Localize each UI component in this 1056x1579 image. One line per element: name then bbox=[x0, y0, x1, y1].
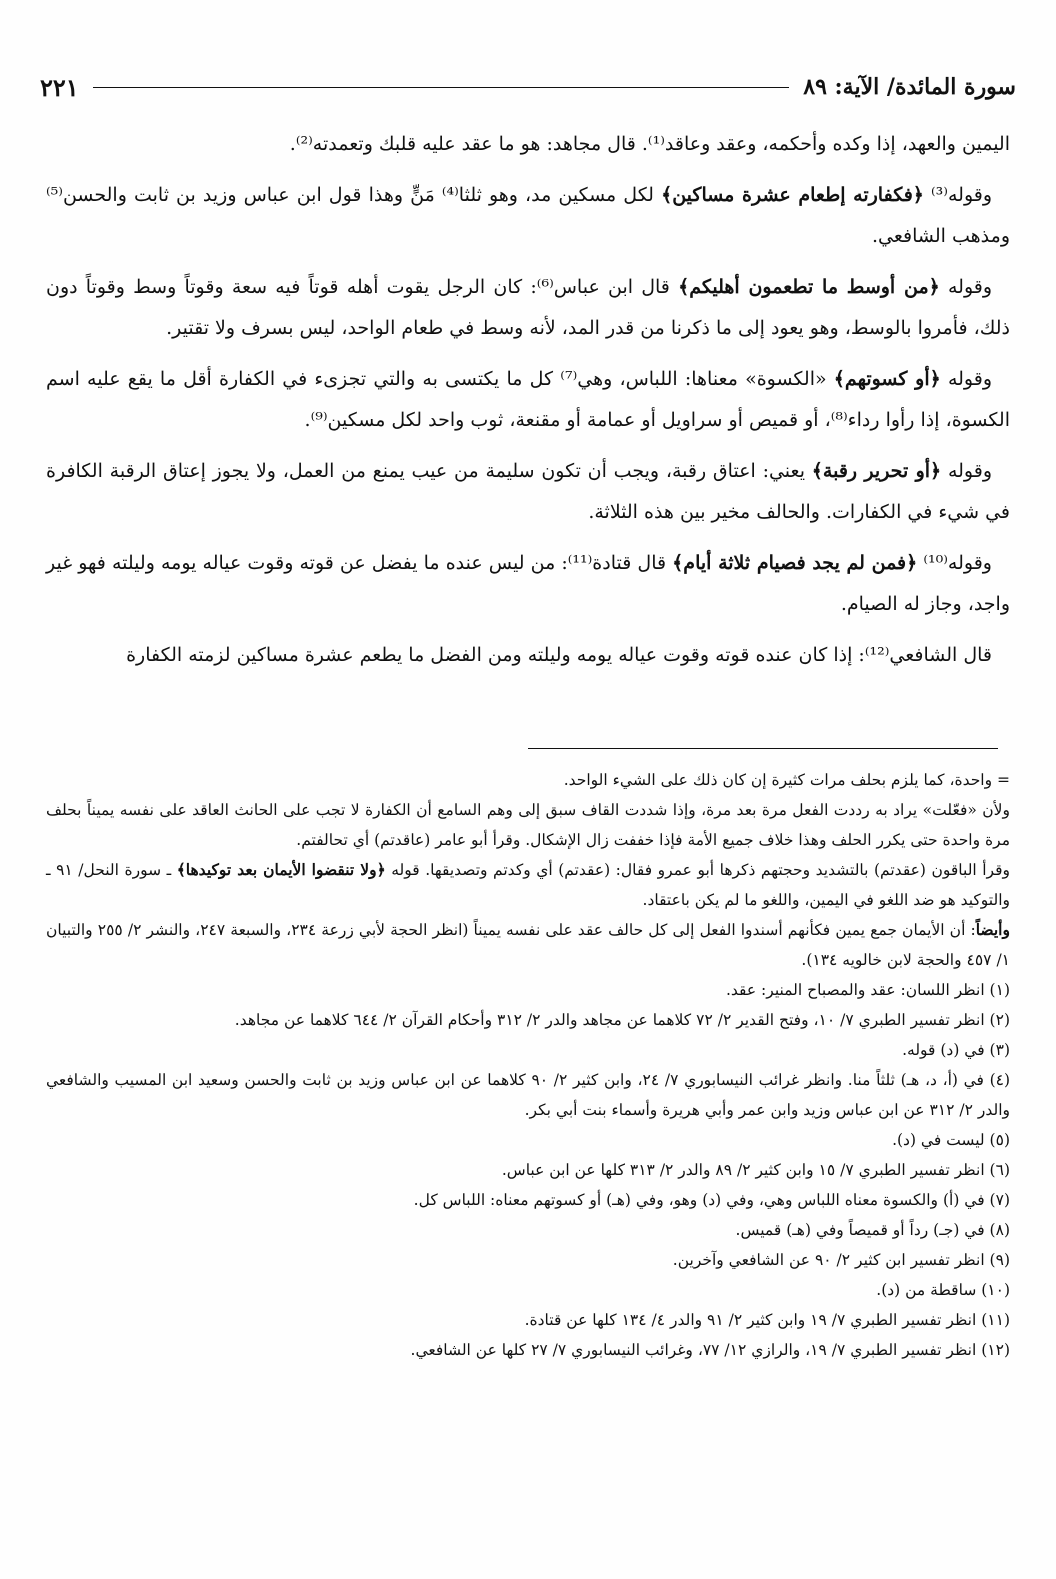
footnote-4: (٤) في (أ، د، هـ) ثلثاً منا. وانظر غرائب النيسابوري ٧/ ٢٤، وابن كثير ٢/ ٩٠ كلاهما عن ابن عباس وزيد بن ثابت والحسن وسعيد ابن المسيب والشافعي والدر ٢/ ٣١٢ عن ابن عباس وزيد وابن عمر وأبي هريرة وأسماء بنت أبي بكر. bbox=[46, 1071, 1011, 1119]
footnote-5: (٥) ليست في (د). bbox=[892, 1131, 1010, 1149]
footnote-6: (٦) انظر تفسير الطبري ٧/ ١٥ وابن كثير ٢/ ٨٩ والدر ٢/ ٣١٣ كلها عن ابن عباس. bbox=[501, 1161, 1010, 1179]
note-continuation-3-intro: وقرأ الباقون (عقدتم) بالتشديد وحجتهم ذكرها أبو عمرو فقال: (عقدتم) أي وكدتم وتصديقها. قوله bbox=[385, 861, 1011, 879]
quran-quote-4: ﴿أو كسوتهم﴾ bbox=[833, 368, 941, 390]
footnote-separator bbox=[528, 748, 998, 749]
page-number: ٢٢١ bbox=[40, 72, 79, 102]
footnote-3: (٣) في (د) قوله. bbox=[902, 1041, 1010, 1059]
note-continuation-3-text: ـ سورة النحل/ ٩١ ـ والتوكيد هو ضد اللغو في اليمين، واللغو ما لم يكن باعتقاد. bbox=[46, 861, 1010, 909]
paragraph-5-intro: وقوله bbox=[941, 460, 992, 482]
paragraph-6 bbox=[46, 543, 1010, 625]
paragraph-3-text: قال ابن عباس⁽⁶⁾: كان الرجل يقوت أهله قوتاً فيه سعة وقوتاً وسط وقوتاً دون ذلك، فأمروا بالوسط، وهو يعود إلى ما ذكرنا من قدر المد، لأنه وسط في طعام الواحد، ليس بسرف ولا تقتير. bbox=[46, 276, 1010, 339]
footnote-12: (١٢) انظر تفسير الطبري ٧/ ١٩، والرازي ١٢/ ٧٧، وغرائب النيسابوري ٧/ ٢٧ كلها عن الشافعي. bbox=[410, 1341, 1010, 1359]
paragraph-1: اليمين والعهد، إذا وكده وأحكمه، وعقد وعاقد⁽¹⁾. قال مجاهد: هو ما عقد عليه قلبك وتعمدته⁽²⁾. bbox=[289, 133, 1010, 155]
footnote-11: (١١) انظر تفسير الطبري ٧/ ١٩ وابن كثير ٢/ ٩١ والدر ٤/ ١٣٤ كلها عن قتادة. bbox=[524, 1311, 1010, 1329]
paragraph-2 bbox=[46, 175, 1010, 257]
running-header bbox=[40, 70, 1016, 104]
note-continuation-4-lead: وأيضاً bbox=[975, 920, 1010, 939]
quran-quote-5: ﴿أو تحرير رقبة﴾ bbox=[811, 460, 942, 482]
quran-quote-3: ﴿من أوسط ما تطعمون أهليكم﴾ bbox=[678, 276, 940, 298]
paragraph-6-text: قال قتادة⁽¹¹⁾: من ليس عنده ما يفضل عن قوته وقوت عياله يومه وليلته فهو غير واجد، وجاز له الصيام. bbox=[46, 552, 1010, 615]
footnote-7: (٧) في (أ) والكسوة معناه اللباس وهي، وفي (د) وهو، وفي (هـ) أو كسوتهم معناه: اللباس كل. bbox=[413, 1191, 1010, 1209]
paragraph-5 bbox=[46, 451, 1010, 533]
paragraph-7: قال الشافعي⁽¹²⁾: إذا كان عنده قوته وقوت عياله يومه وليلته ومن الفضل ما يطعم عشرة مساكين لزمته الكفارة bbox=[126, 644, 992, 666]
paragraph-4-intro: وقوله bbox=[940, 368, 993, 390]
note-continuation-1: = واحدة، كما يلزم بحلف مرات كثيرة إن كان ذلك على الشيء الواحد. bbox=[563, 771, 1010, 789]
paragraph-3 bbox=[46, 267, 1010, 349]
paragraph-2-text: لكل مسكين مد، وهو ثلثا⁽⁴⁾ مَنٍّ وهذا قول ابن عباس وزيد بن ثابت والحسن⁽⁵⁾ ومذهب الشافعي. bbox=[46, 184, 1010, 247]
main-text bbox=[46, 124, 1010, 686]
quran-quote-6: ﴿فمن لم يجد فصيام ثلاثة أيام﴾ bbox=[672, 552, 918, 574]
note-continuation-3 bbox=[46, 855, 1010, 915]
footnotes bbox=[46, 765, 1010, 1365]
quran-quote-2: ﴿فكفارته إطعام عشرة مساكين﴾ bbox=[661, 184, 924, 206]
footnote-1: (١) انظر اللسان: عقد والمصباح المنير: عقد. bbox=[725, 981, 1010, 999]
footnote-10: (١٠) ساقطة من (د). bbox=[876, 1281, 1010, 1299]
note-quran-quote: ﴿ولا تنقضوا الأيمان بعد توكيدها﴾ bbox=[176, 860, 386, 879]
header-rule bbox=[93, 87, 790, 88]
note-continuation-4-text: : أن الأيمان جمع يمين فكأنهم أسندوا الفعل إلى كل حالف عقد على نفسه يميناً (انظر الحجة لأبي زرعة ٢٣٤، والسبعة ٢٤٧، والنشر ٢/ ٢٥٥ والتبيان ١/ ٤٥٧ والحجة لابن خالويه ١٣٤). bbox=[46, 921, 1010, 969]
surah-verse-title: سورة المائدة/ الآية: ٨٩ bbox=[803, 74, 1016, 100]
paragraph-6-intro: وقوله⁽¹⁰⁾ bbox=[917, 552, 992, 574]
paragraph-4-text: «الكسوة» معناها: اللباس، وهي⁽⁷⁾ كل ما يكتسى به والتي تجزىء في الكفارة أقل ما يقع عليه اسم الكسوة، إذا رأوا رداء⁽⁸⁾، أو قميص أو سراويل أو عمامة أو مقنعة، ثوب واحد لكل مسكين⁽⁹⁾. bbox=[46, 368, 1010, 431]
note-continuation-2: ولأن «فعّلت» يراد به رددت الفعل مرة بعد مرة، وإذا شددت القاف سبق إلى وهم السامع أن الكفارة لا تجب على الحانث العاقد على نفسه يميناً بحلف مرة واحدة حتى يكرر الحلف وهذا خلاف جميع الأمة فإذا خففت زال الإشكال. وقرأ أبو عامر (عاقدتم) أي تحالفتم. bbox=[46, 801, 1010, 849]
paragraph-2-intro: وقوله⁽³⁾ bbox=[923, 184, 993, 206]
footnote-8: (٨) في (جـ) رداً أو قميصاً وفي (هـ) قميس. bbox=[735, 1221, 1010, 1239]
paragraph-5-text: يعني: اعتاق رقبة، ويجب أن تكون سليمة من عيب يمنع من العمل، ولا يجوز إعتاق الرقبة الكافرة في شيء في الكفارات. والحالف مخير بين هذه الثلاثة. bbox=[46, 460, 1010, 523]
paragraph-3-intro: وقوله bbox=[939, 276, 993, 298]
note-continuation-4 bbox=[46, 915, 1010, 975]
footnote-2: (٢) انظر تفسير الطبري ٧/ ١٠، وفتح القدير ٢/ ٧٢ كلاهما عن مجاهد والدر ٢/ ٣١٢ وأحكام القرآن ٢/ ٦٤٤ كلاهما عن مجاهد. bbox=[234, 1011, 1010, 1029]
footnote-9: (٩) انظر تفسير ابن كثير ٢/ ٩٠ عن الشافعي وآخرين. bbox=[672, 1251, 1010, 1269]
paragraph-4 bbox=[46, 359, 1010, 441]
